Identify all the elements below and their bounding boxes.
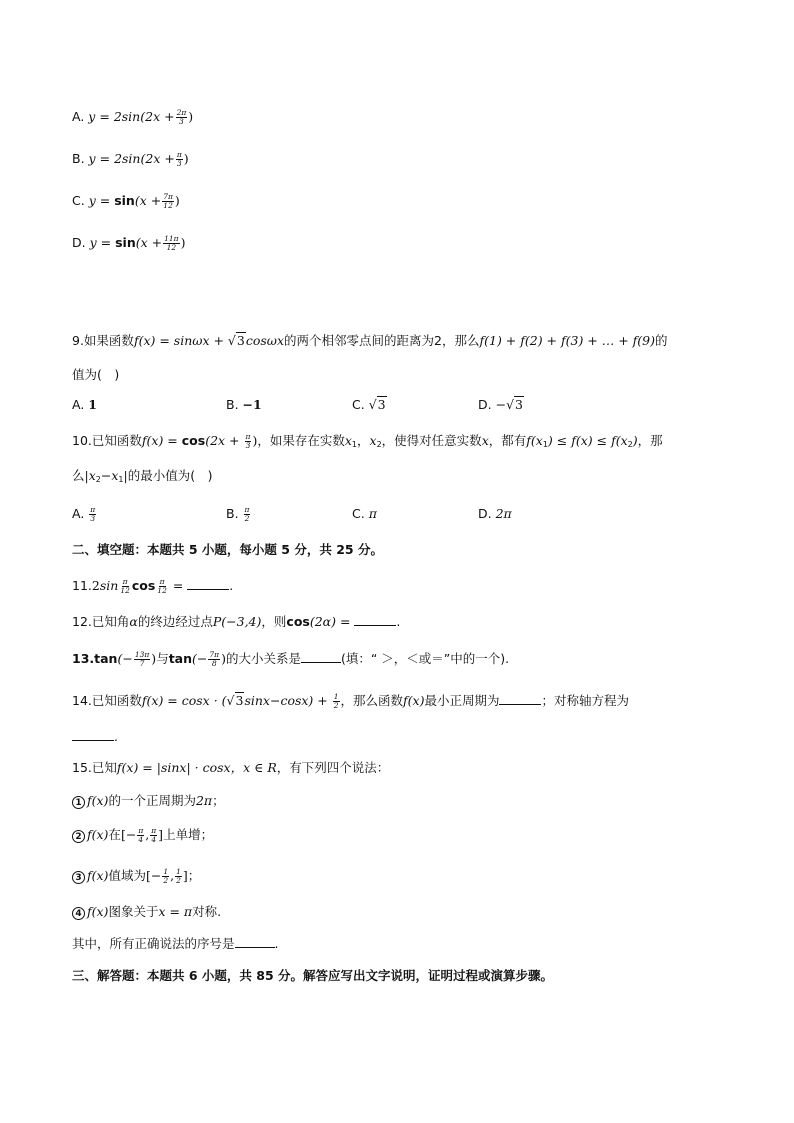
q13: 13.tan(− $\frac{13\pi}{7}$ )与tan(− $\frac{7\pi}{8}$ )的大小关系是 (填：“ ＞，＜或＝”中的一个). (72, 650, 510, 668)
q8-option-d: D. y = sin(x + $\frac{11\pi}{12}$ ) (72, 234, 186, 252)
q9-option-d: D. −√3 (478, 397, 523, 412)
q15-item-4: 4 f(x)图象关于x = π对称. (72, 903, 221, 921)
q9-option-b: B. −1 (226, 397, 262, 412)
q10-option-a: A. $\frac{\pi}{3}$ (72, 505, 96, 523)
q14-line2: . (72, 728, 118, 746)
sqrt: √3 (227, 333, 245, 348)
q8-option-c: C. y = sin(x + $\frac{7\pi}{12}$ ) (72, 192, 180, 210)
q15-answer-blank[interactable] (235, 947, 275, 948)
q8-option-a: A. y = 2sin(2x + $\frac{2\pi}{3}$ ) (72, 108, 194, 126)
q10-stem: 10.已知函数f(x) = cos(2x + $\frac{\pi}{3}$ )，如果存在实数$x_1$，$x_2$，使得对任意实数x，都有$f(x_1) \le f(x) \le f(x_2)$，那 (72, 432, 663, 450)
q15-item-3: 3 f(x)值域为[− $\frac{1}{2}$ , $\frac{1}{2}$ ]； (72, 867, 200, 885)
q9-stem: 9.如果函数f(x) = sinωx + √3cosωx的两个相邻零点间的距离为2，那么f(1) + f(2) + f(3) + … + f(9)的 (72, 333, 668, 348)
q14-axis-blank[interactable] (72, 740, 114, 741)
q13-answer-blank[interactable] (301, 662, 341, 663)
fraction: $\frac{\pi}{3}$ (176, 150, 182, 168)
q10-option-c: C. π (352, 506, 377, 521)
q10-stem-line2: 么$|x_2-x_1|$的最小值为( ) (72, 468, 213, 484)
fraction: $\frac{7\pi}{12}$ (163, 192, 173, 210)
q15-item-1: 1 f(x)的一个正周期为2π； (72, 792, 225, 810)
fraction: $\frac{11\pi}{12}$ (164, 234, 179, 252)
q12: 12.已知角α的终边经过点P(−3,4)，则cos(2α) = . (72, 614, 401, 629)
fraction: $\frac{2\pi}{3}$ (176, 108, 187, 126)
q9-option-a: A. 1 (72, 397, 97, 412)
q9-stem-line2: 值为( ) (72, 367, 120, 382)
q8-option-b: B. y = 2sin(2x + $\frac{\pi}{3}$ ) (72, 150, 189, 168)
q12-answer-blank[interactable] (354, 625, 396, 626)
q14-period-blank[interactable] (499, 704, 541, 705)
q15-stem: 15.已知f(x) = |sinx| · cosx，x ∈ R，有下列四个说法： (72, 760, 390, 775)
q15-item-2: 2 f(x)在[− $\frac{\pi}{4}$ , $\frac{\pi}{4}$ ]上单增； (72, 826, 213, 844)
q15-summary: 其中，所有正确说法的序号是 . (72, 936, 279, 951)
q11: 11.2sin $\frac{\pi}{12}$ cos $\frac{\pi}{12}$ = . (72, 577, 234, 595)
q9-option-c: C. √3 (352, 397, 386, 412)
section-2-heading: 二、填空题：本题共 5 小题，每小题 5 分，共 25 分。 (72, 542, 383, 557)
q11-answer-blank[interactable] (187, 589, 229, 590)
section-3-heading: 三、解答题：本题共 6 小题，共 85 分。解答应写出文字说明，证明过程或演算步骤。 (72, 968, 554, 983)
q10-option-d: D. 2π (478, 506, 512, 521)
q10-option-b: B. $\frac{\pi}{2}$ (226, 505, 250, 523)
q14: 14.已知函数f(x) = cosx · (√3sinx−cosx) + $\frac{1}{2}$ ，那么函数f(x)最小正周期为 ；对称轴方程为 (72, 692, 629, 710)
